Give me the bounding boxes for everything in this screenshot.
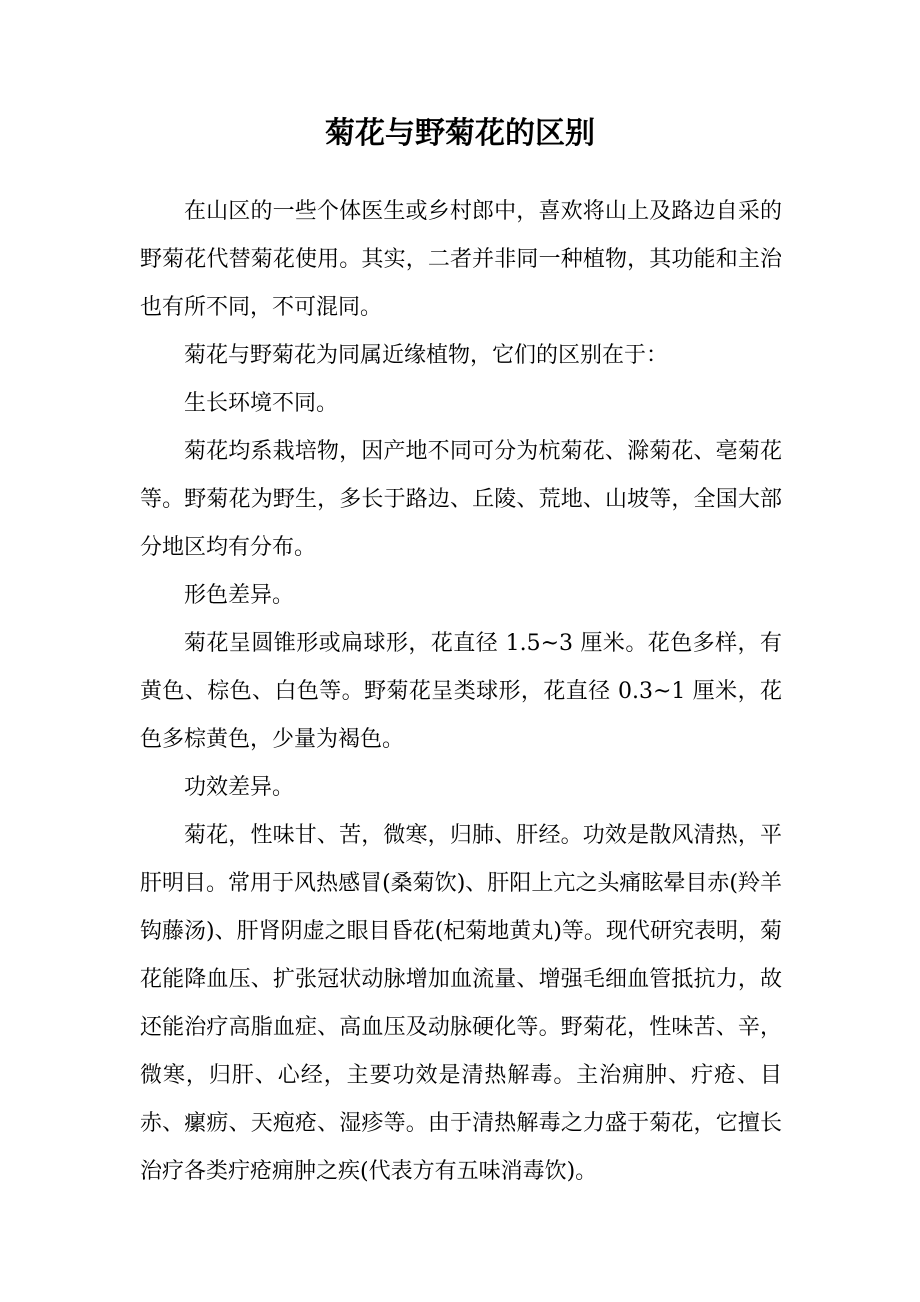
- paragraph-environment: 菊花均系栽培物，因产地不同可分为杭菊花、滁菊花、亳菊花等。野菊花为野生，多长于路边、丘陵、荒地、山坡等，全国大部分地区均有分布。: [140, 439, 782, 560]
- document-body: [140, 188, 782, 1196]
- section-heading-appearance: 形色差异。: [184, 583, 295, 608]
- document-title: 菊花与野菊花的区别: [325, 116, 595, 151]
- section-heading-environment: 生长环境不同。: [184, 391, 339, 416]
- section-heading-efficacy: 功效差异。: [184, 775, 295, 800]
- paragraph-appearance: 菊花呈圆锥形或扁球形，花直径 1.5~3 厘米。花色多样，有黄色、棕色、白色等。野菊花呈类球形，花直径 0.3~1 厘米，花色多棕黄色，少量为褐色。: [140, 631, 782, 752]
- paragraph-intro: 在山区的一些个体医生或乡村郎中，喜欢将山上及路边自采的野菊花代替菊花使用。其实，二者并非同一种植物，其功能和主治也有所不同，不可混同。: [140, 199, 782, 320]
- paragraph-efficacy: 菊花，性味甘、苦，微寒，归肺、肝经。功效是散风清热，平肝明目。常用于风热感冒(桑菊饮)、肝阳上亢之头痛眩晕目赤(羚羊钩藤汤)、肝肾阴虚之眼目昏花(杞菊地黄丸)等。现代研究表明，菊花能降血压、扩张冠状动脉增加血流量、增强毛细血管抵抗力，故还能治疗高脂血症、高血压及动脉硬化等。野菊花，性味苦、辛，微寒，归肝、心经，主要功效是清热解毒。主治痈肿、疔疮、目赤、瘰疬、天疱疮、湿疹等。由于清热解毒之力盛于菊花，它擅长治疗各类疔疮痈肿之疾(代表方有五味消毒饮)。: [140, 823, 782, 1184]
- paragraph-relation: 菊花与野菊花为同属近缘植物，它们的区别在于：: [184, 343, 669, 368]
